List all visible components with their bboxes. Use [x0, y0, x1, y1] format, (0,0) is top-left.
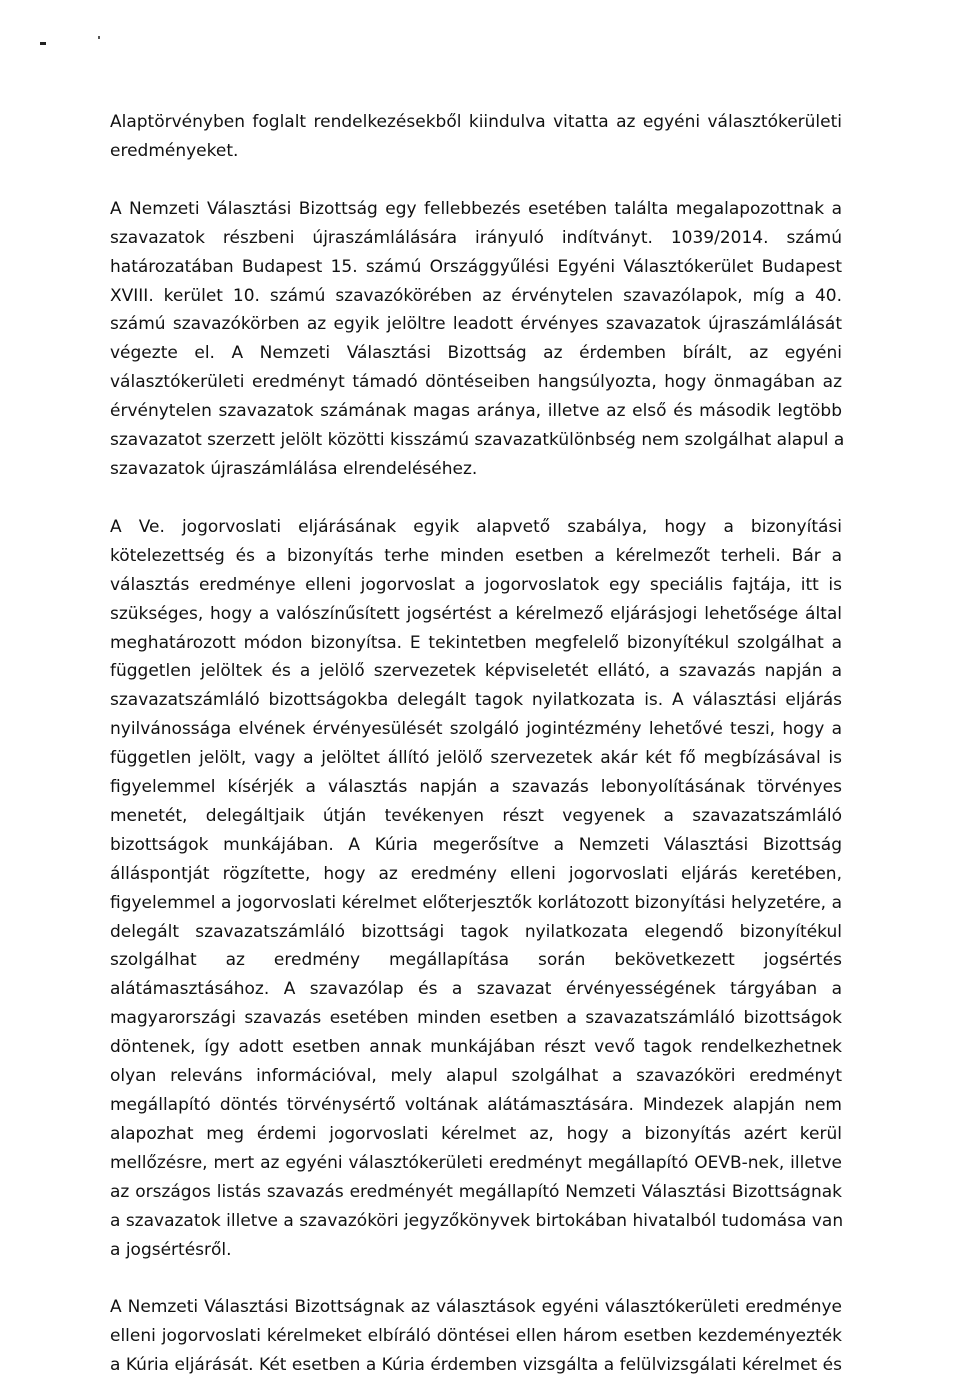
- text-line: a Kúria eljárását. Két esetben a Kúria érdemben vizsgálta a felülvizsgálati kérelmet és: [110, 1355, 842, 1376]
- text-line: választás eredménye elleni jogorvoslat a jogorvoslatok egy speciális fajtája, itt is: [110, 574, 842, 595]
- text-line: magyarországi szavazás esetében minden esetben a szavazatszámláló bizottságok: [110, 1008, 842, 1029]
- text-line: független jelölt, vagy a jelöltet állító jelölő szervezetek akár két fő megbízásával is: [110, 748, 842, 769]
- text-line: alátámasztásához. A szavazólap és a szavazat érvényességének tárgyában a: [110, 979, 842, 1000]
- text-line: delegált szavazatszámláló bizottsági tagok nyilatkozata elegendő bizonyítékul: [110, 921, 842, 942]
- text-line: olyan releváns információval, mely alapul szolgálhat a szavazóköri eredményt: [110, 1066, 842, 1087]
- text-line: elleni jogorvoslati kérelmeket elbíráló döntései ellen három esetben kezdeményezték: [110, 1326, 842, 1347]
- paragraph-2: [110, 195, 845, 484]
- text-line: szolgálhat az eredmény megállapítása során bekövetkezett jogsértés: [110, 950, 842, 971]
- text-line: döntenek, így adott esetben annak munkájában részt vevő tagok rendelkezhetnek: [110, 1037, 842, 1058]
- paragraph-3: [110, 513, 842, 1265]
- text-line: menetét, delegáltjaik útján tevékenyen részt vegyenek a szavazatszámláló: [110, 805, 842, 826]
- text-line: független jelöltek és a jelölő szervezetek képviseletét ellátó, a szavazás napján a: [110, 661, 842, 682]
- text-line: nyilvánossága elvének érvényesülését szolgáló jogintézmény lehetővé teszi, hogy a: [110, 719, 842, 740]
- text-line: szavazatszámláló bizottságokba delegált tagok nyilatkozata is. A választási eljárás: [110, 690, 842, 711]
- text-line: érvénytelen szavazatok számának magas aránya, illetve az első és második legtöbb: [110, 401, 842, 422]
- scan-artifact-mark: [40, 42, 46, 45]
- text-line: szavazatok részbeni újraszámlálására irányuló indítványt. 1039/2014. számú: [110, 227, 842, 248]
- text-line: kötelezettség és a bizonyítás terhe minden esetben a kérelmezőt terheli. Bár a: [110, 545, 842, 566]
- paragraph-gap: [110, 484, 842, 513]
- text-line: a jogsértésről.: [110, 1239, 232, 1260]
- text-line: megállapító döntés törvénysértő voltának alátámasztására. Mindezek alapján nem: [110, 1095, 842, 1115]
- paragraph-4: [110, 1293, 842, 1380]
- text-line: A Nemzeti Választási Bizottság egy fellebbezés esetében találta megalapozottnak a: [110, 198, 842, 219]
- text-line: figyelemmel a jogorvoslati kérelmet előterjesztők korlátozott bizonyítási helyzetére, a: [110, 892, 842, 913]
- text-line: végezte el. A Nemzeti Választási Bizottság az érdemben bírált, az egyéni: [110, 343, 842, 364]
- text-line: választókerületi eredményt támadó döntéseiben hangsúlyozta, hogy önmagában az: [110, 372, 842, 393]
- text-line: figyelemmel kísérjék a választás napján a szavazás lebonyolításának törvényes: [110, 777, 842, 798]
- text-line: XVIII. kerület 10. számú szavazókörében az érvénytelen szavazólapok, míg a 40.: [110, 285, 842, 306]
- text-line: a szavazatok illetve a szavazóköri jegyzőkönyvek birtokában hivatalból tudomása van: [110, 1210, 844, 1231]
- paragraph-gap: [110, 166, 842, 195]
- text-line: szavazatok újraszámlálása elrendeléséhez.: [110, 458, 478, 479]
- paragraph-gap: [110, 1264, 842, 1293]
- text-line: szükséges, hogy a valószínűsített jogsértést a kérelmező eljárásjogi lehetősége által: [110, 603, 842, 624]
- text-line: eredményeket.: [110, 140, 239, 161]
- text-line: álláspontját rögzítette, hogy az eredmény elleni jogorvoslati eljárás keretében,: [110, 863, 842, 884]
- text-line: szavazatot szerzett jelölt közötti kisszámú szavazatkülönbség nem szolgálhat alapul a: [110, 430, 845, 451]
- text-line: alapozhat meg érdemi jogorvoslati kérelmet az, hogy a bizonyítás azért kerül: [110, 1123, 842, 1144]
- text-line: Alaptörvényben foglalt rendelkezésekből kiindulva vitatta az egyéni választókerületi: [110, 112, 842, 132]
- text-line: az országos listás szavazás eredményét megállapító Nemzeti Választási Bizottságnak: [110, 1181, 842, 1202]
- text-line: bizottságok munkájában. A Kúria megerősítve a Nemzeti Választási Bizottság: [110, 834, 842, 855]
- text-line: A Nemzeti Választási Bizottságnak az választások egyéni választókerületi eredménye: [110, 1297, 842, 1318]
- document-body: [110, 108, 845, 1380]
- paragraph-1: [110, 108, 842, 166]
- text-line: meghatározott módon bizonyítsa. E tekintetben megfelelő bizonyítékul szolgálhat a: [110, 632, 842, 653]
- text-line: A Ve. jogorvoslati eljárásának egyik alapvető szabálya, hogy a bizonyítási: [110, 516, 842, 537]
- text-line: számú szavazókörben az egyik jelöltre leadott érvényes szavazatok újraszámlálását: [110, 314, 842, 335]
- scan-artifact-dot: [98, 36, 100, 39]
- text-line: határozatában Budapest 15. számú Országgyűlési Egyéni Választókerület Budapest: [110, 256, 842, 277]
- text-line: mellőzésre, mert az egyéni választókerületi eredményt megállapító OEVB-nek, illetve: [110, 1152, 842, 1173]
